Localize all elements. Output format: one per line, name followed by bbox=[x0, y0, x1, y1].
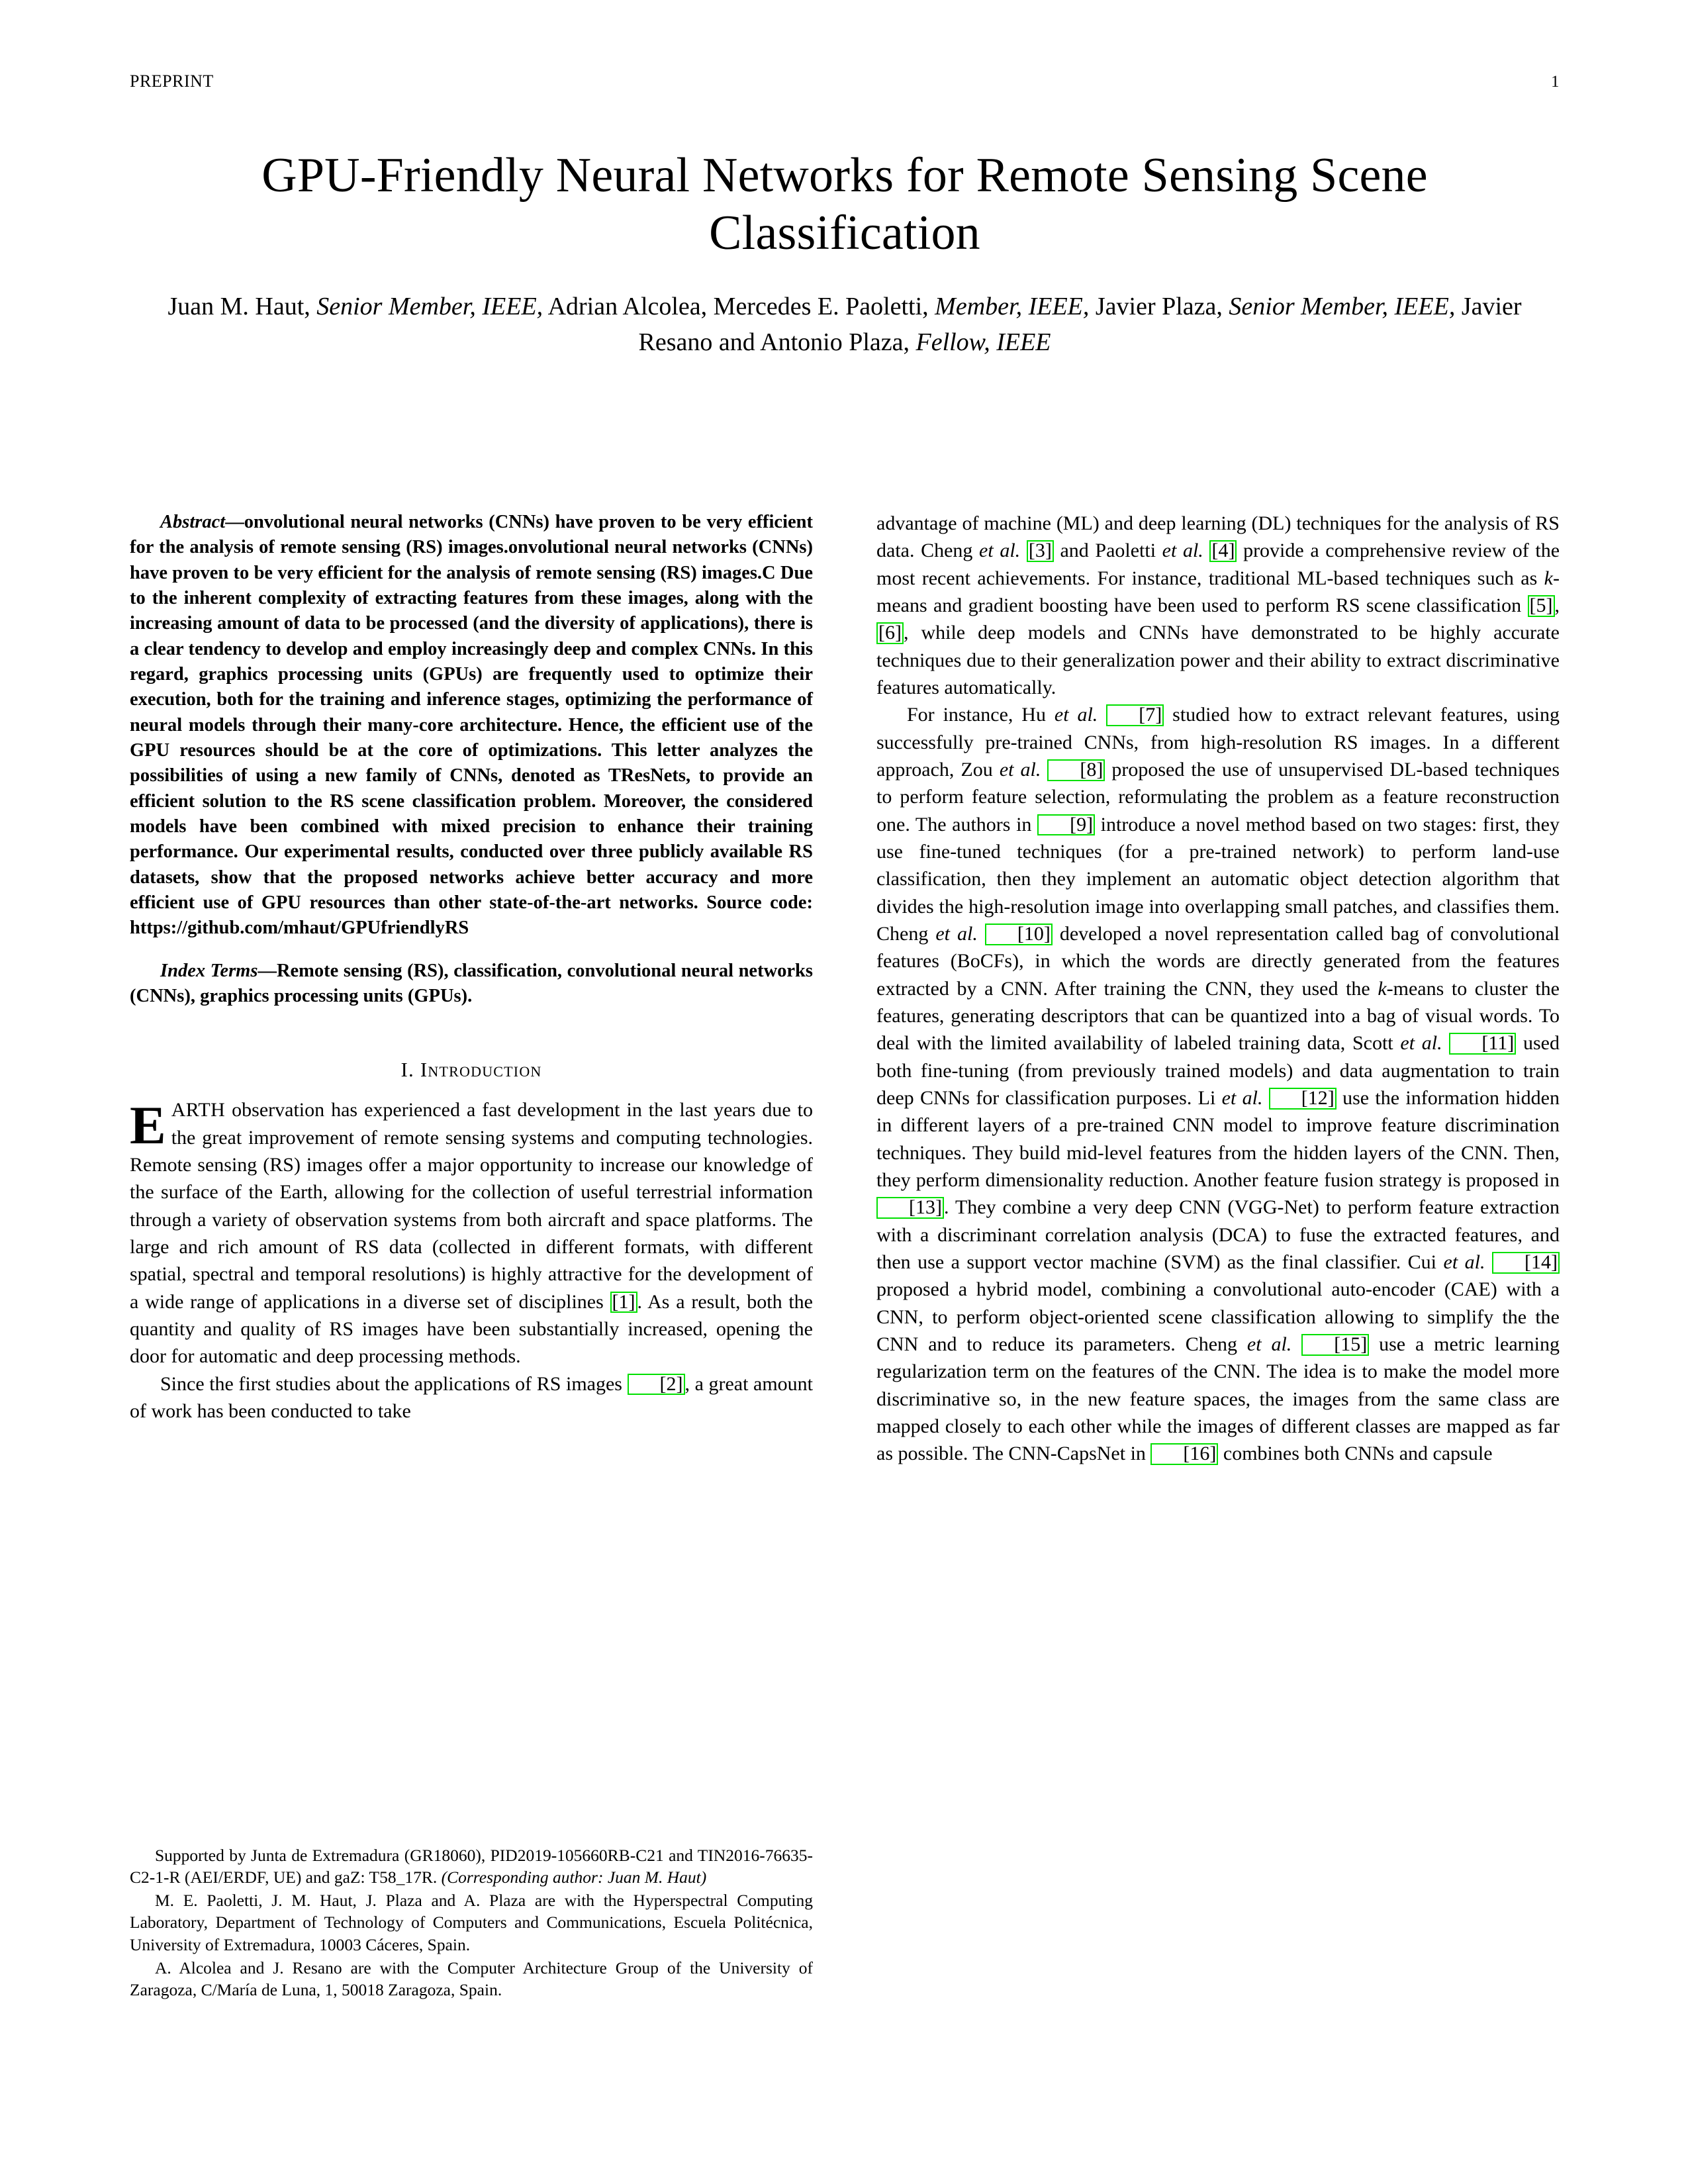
math-variable-k: k bbox=[1544, 567, 1553, 589]
section-heading-introduction: I. Introduction bbox=[400, 1058, 542, 1082]
author-segment: Javier Plaza, bbox=[1089, 293, 1229, 321]
citation-number: 11 bbox=[1488, 1032, 1508, 1055]
math-variable-k: k bbox=[1378, 977, 1387, 1000]
text-run: use a metric learning regularization term on the features of the CNN. The idea is to make the model more discriminative so, in the new feature spaces, the images from the same class are mapped closely to each other while the images of different classes are mapped as far as possible. The CNN-CapsNet in bbox=[876, 1333, 1560, 1465]
text-run: proposed the use of unsupervised DL-based techniques to perform feature selection, reformulating the problem as a feature reconstruction one. The authors in bbox=[876, 758, 1560, 835]
text-run: provide a comprehensive review of the most recent achievements. For instance, traditional ML-based techniques such as bbox=[876, 540, 1560, 589]
author-list bbox=[130, 289, 1560, 361]
intro-p2-tail: , a great amount of work has been conducted to take bbox=[130, 1372, 813, 1422]
author-affiliation-grade: Member, IEEE, bbox=[935, 293, 1090, 321]
text-run bbox=[1098, 704, 1106, 726]
running-header-left: PREPRINT bbox=[130, 71, 214, 91]
citation-link-13[interactable]: [13] bbox=[876, 1197, 944, 1219]
intro-text: observation has experienced a fast development in the last years due to the great improvement of remote sensing systems and computing technologies. Remote sensing (RS) images offer a major opportunity to increase our knowledge of the surface of the Earth, allowing for the collection of useful terrestrial information through a variety of observation systems from both aircraft and space platforms. The large and rich amount of RS data (collected in different formats, with different spatial, spectral and temporal resolutions) is highly attractive for the development of a wide range of applications in a diverse set of disciplines bbox=[130, 1099, 813, 1313]
citation-number: 16 bbox=[1190, 1443, 1210, 1465]
citation-link-14[interactable]: [14] bbox=[1492, 1252, 1560, 1274]
citation-number: 8 bbox=[1086, 758, 1097, 781]
related-work-paragraph-2 bbox=[876, 701, 1560, 1467]
text-run bbox=[1041, 759, 1047, 781]
abstract-text: onvolutional neural networks (CNNs) have proven to be very efficient for the analysis of remote sensing (RS) images.onvolutional neural networks (CNNs) have proven to be very efficient for the analysis of remote sensing (RS) images.C Due to the inherent complexity of extracting features from these images, along with the increasing amount of data to be processed (and the diversity of applications), there is a clear tendency to develop and employ increasingly deep and complex CNNs. In this regard, graphics processing units (GPUs) are frequently used to optimize their execution, both for the training and inference stages, optimizing the performance of neural models through their many-core architecture. Hence, the efficient use of the GPU resources should be at the core of optimizations. This letter analyzes the possibilities of using a new family of CNNs, denoted as TResNets, to provide an efficient solution to the RS scene classification problem. Moreover, the considered models have been combined with mixed precision to enhance their training performance. Our experimental results, conducted over three publicly available RS datasets, show that the proposed networks achieve better accuracy and more efficient use of GPU resources than other state-of-the-art networks. Source code: https://github.com/mhaut/GPUfriendlyRS bbox=[130, 512, 813, 939]
text-run: , bbox=[1554, 594, 1560, 616]
text-run: studied how to extract relevant features, using successfully pre-trained CNNs, from high-resolution RS images. In a different approach, Zou bbox=[876, 704, 1560, 781]
author-affiliation-grade: Member, IEEE, bbox=[1301, 293, 1456, 321]
citation-number: 15 bbox=[1340, 1333, 1361, 1355]
abstract-label: Abstract bbox=[160, 512, 226, 532]
text-run: advantage of machine (ML) and deep learning (DL) techniques for the analysis of RS data. Cheng bbox=[876, 512, 1560, 562]
running-header bbox=[130, 71, 1560, 91]
et-al: et al. bbox=[999, 758, 1041, 781]
citation-link-4[interactable]: [4] bbox=[1209, 540, 1237, 562]
text-run bbox=[978, 923, 985, 945]
text-run: use the information hidden in different layers of a pre-trained CNN model to improve feature discrimination techniques. They build mid-level features from the hidden layers of the CNN. Then, they perform dimensionality reduction. Another feature fusion strategy is proposed in bbox=[876, 1086, 1560, 1191]
citation-number: 3 bbox=[1035, 540, 1045, 562]
index-terms-label: Index Terms bbox=[160, 960, 258, 981]
et-al: et al. bbox=[1246, 1333, 1292, 1355]
text-run: Supported by Junta de Extremadura (GR18060), PID2019-105660RB-C21 and TIN2016-76635-C2-1-R (AEI/ERDF, UE) and gaZ: T58_17R. bbox=[130, 1846, 813, 1887]
page-number: 1 bbox=[1551, 73, 1560, 91]
citation-link-6[interactable]: [6] bbox=[876, 622, 904, 644]
et-al: et al. bbox=[1054, 704, 1098, 726]
footnote-funding bbox=[130, 1844, 813, 1888]
text-run: introduce a novel method based on two stages: first, they use fine-tuned techniques (for a pre-trained network) to perform land-use classification, then they implement an automatic object detection algorithm that divides the high-resolution image into overlapping small patches, and classifies them. Cheng bbox=[876, 813, 1560, 945]
citation-number: 13 bbox=[915, 1196, 935, 1219]
text-run bbox=[1020, 540, 1027, 561]
citation-number: 6 bbox=[885, 622, 895, 644]
left-column bbox=[130, 510, 813, 1425]
citation-link-11[interactable]: [11] bbox=[1449, 1033, 1516, 1055]
intro-smallcaps-word: ARTH bbox=[171, 1099, 226, 1121]
citation-link-9[interactable]: [9] bbox=[1037, 814, 1095, 836]
text-run bbox=[1442, 1032, 1450, 1054]
citation-link-8[interactable]: [8] bbox=[1047, 759, 1105, 781]
right-column bbox=[876, 510, 1560, 1467]
author-affiliation-grade: Senior Member, IEEE, bbox=[316, 293, 543, 321]
citation-number: 2 bbox=[666, 1372, 677, 1395]
text-run: used both fine-tuning (from previously trained models) and data augmentation to train deep CNNs for classification purposes. Li bbox=[876, 1032, 1560, 1109]
drop-cap-letter: E bbox=[130, 1095, 166, 1156]
citation-link-1[interactable]: [1] bbox=[610, 1292, 637, 1313]
citation-link-16[interactable]: [16] bbox=[1150, 1443, 1218, 1465]
author-segment: Adrian Alcolea, Mercedes E. Paoletti, bbox=[543, 293, 935, 321]
text-run: combines both CNNs and capsule bbox=[1218, 1443, 1493, 1465]
citation-number: 4 bbox=[1218, 540, 1229, 562]
author-segment: Javier Resano and Antonio Plaza, bbox=[638, 293, 1522, 357]
index-terms-text: Remote sensing (RS), classification, convolutional neural networks (CNNs), graphics processing units (GPUs). bbox=[130, 960, 813, 1006]
citation-number: 7 bbox=[1145, 704, 1156, 726]
text-run: For instance, Hu bbox=[907, 704, 1055, 726]
related-work-paragraph-1 bbox=[876, 510, 1560, 701]
author-affiliation-grade: Senior bbox=[1229, 293, 1295, 321]
abstract-paragraph bbox=[130, 510, 813, 941]
intro-text-tail: . As a result, both the quantity and quality of RS images have been substantially increased, opening the door for automatic and deep processing methods. bbox=[130, 1290, 813, 1368]
et-al: et al. bbox=[1162, 540, 1203, 562]
et-al: et al. bbox=[1443, 1251, 1485, 1273]
text-run bbox=[1203, 540, 1210, 561]
citation-link-2[interactable]: [2] bbox=[628, 1374, 685, 1396]
citation-number: 14 bbox=[1531, 1251, 1551, 1273]
citation-link-15[interactable]: [15] bbox=[1301, 1334, 1369, 1356]
text-run: , while deep models and CNNs have demonstrated to be highly accurate techniques due to their generalization power and their ability to extract discriminative features automatically. bbox=[876, 622, 1560, 698]
et-al: et al. bbox=[979, 540, 1021, 562]
author-segment: Juan M. Haut, bbox=[167, 293, 317, 321]
citation-link-12[interactable]: [12] bbox=[1269, 1088, 1336, 1110]
citation-link-10[interactable]: [10] bbox=[985, 924, 1053, 945]
text-run: proposed a hybrid model, combining a convolutional auto-encoder (CAE) with a CNN, to perform object-oriented scene classification allowing to simplify the the CNN and to reduce its parameters. Cheng bbox=[876, 1278, 1560, 1355]
footnote-block bbox=[130, 1844, 813, 2002]
author-affiliation-grade: Fellow, IEEE bbox=[915, 328, 1051, 357]
corresponding-author: (Corresponding author: Juan M. Haut) bbox=[441, 1868, 707, 1887]
text-run: . They combine a very deep CNN (VGG-Net) to perform feature extraction with a discriminant correlation analysis (DCA) to fuse the extracted features, and then use a support vector machine (SVM) as the final classifier. Cui bbox=[876, 1196, 1560, 1273]
text-run: -means to cluster the features, generating descriptors that can be quantized into a bag of visual words. To deal with the limited availability of labeled training data, Scott bbox=[876, 977, 1560, 1055]
text-run: -means and gradient boosting have been used to perform RS scene classification bbox=[876, 567, 1560, 616]
text-run: and Paoletti bbox=[1053, 540, 1162, 562]
citation-number: 1 bbox=[618, 1290, 629, 1313]
et-al: et al. bbox=[935, 922, 978, 945]
et-al: et al. bbox=[1221, 1086, 1263, 1109]
citation-number: 5 bbox=[1536, 594, 1546, 616]
abstract-dash: — bbox=[225, 512, 244, 532]
index-terms-paragraph bbox=[130, 959, 813, 1010]
text-run bbox=[1262, 1087, 1268, 1109]
index-terms-dash: — bbox=[258, 960, 277, 981]
citation-number: 9 bbox=[1076, 813, 1087, 835]
footnote-affiliation-2: A. Alcolea and J. Resano are with the Computer Architecture Group of the University of Zaragoza, C/María de Luna, 1, 50018 Zaragoza, Spain. bbox=[130, 1958, 813, 1999]
text-run bbox=[1485, 1251, 1493, 1273]
citation-link-5[interactable]: [5] bbox=[1528, 595, 1555, 617]
citation-number: 12 bbox=[1307, 1086, 1328, 1109]
text-run bbox=[1291, 1333, 1301, 1355]
et-al: et al. bbox=[1400, 1032, 1442, 1055]
intro-p2-head: Since the first studies about the applications of RS images bbox=[160, 1372, 628, 1395]
paper-title: GPU-Friendly Neural Networks for Remote Sensing Scene Classification bbox=[261, 148, 1428, 260]
intro-paragraph-1 bbox=[130, 1096, 813, 1370]
title-block bbox=[130, 147, 1560, 361]
citation-number: 10 bbox=[1023, 922, 1044, 945]
citation-link-7[interactable]: [7] bbox=[1106, 704, 1164, 726]
footnote-affiliation-1: M. E. Paoletti, J. M. Haut, J. Plaza and A. Plaza are with the Hyperspectral Computing Laboratory, Department of Technology of Computers and Communications, Escuela Politécnica, University of Extremadura, 10003 Cáceres, Spain. bbox=[130, 1891, 813, 1954]
citation-link-3[interactable]: [3] bbox=[1027, 540, 1054, 562]
intro-paragraph-2 bbox=[130, 1370, 813, 1425]
text-run: developed a novel representation called bag of convolutional features (BoCFs), in which the words are directly generated from the features extracted by a CNN. After training the CNN, they used the bbox=[876, 922, 1560, 1000]
